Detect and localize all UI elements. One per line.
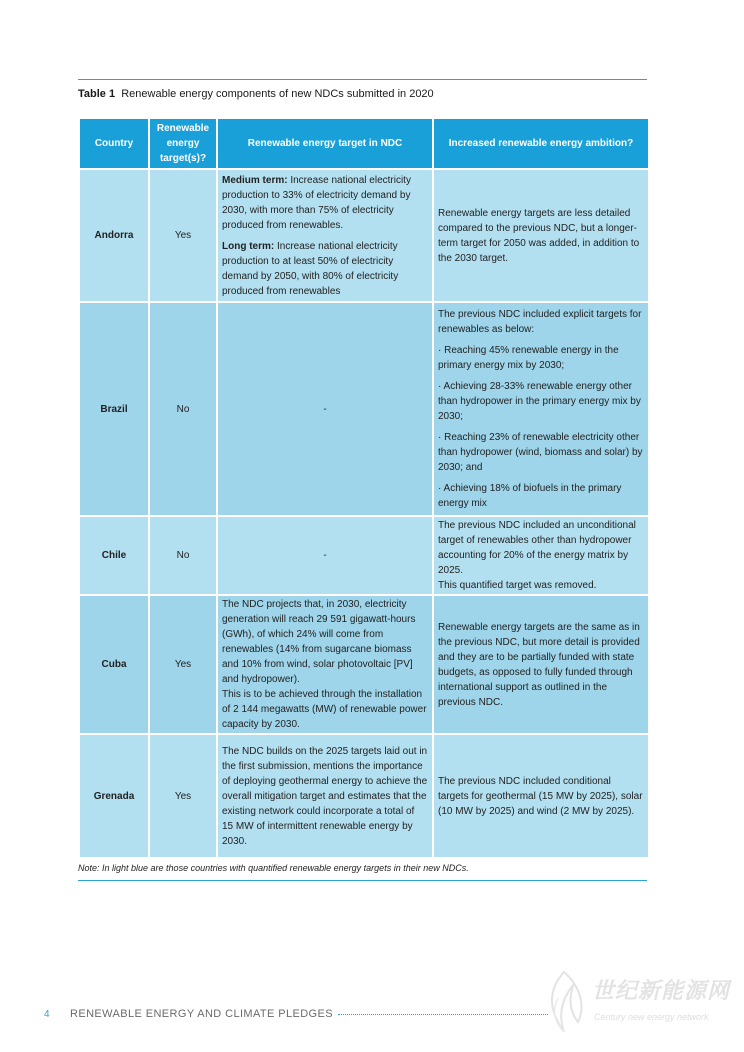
ndc-target-cell: The NDC builds on the 2025 targets laid out in the first submission, mentions the importance of deploying geothermal energy to achieve the overall mitigation target and estimates that the existing network could incorporate a total of 15 MW of intermittent renewable energy by 2030. <box>217 734 433 858</box>
ndc-table <box>78 117 650 859</box>
medium-term-text: Increase national electricity production to 33% of electricity demand by 2030, with more than 75% of electricity produced from renewables. <box>222 174 411 231</box>
header-ambition: Increased renewable energy ambition? <box>433 118 649 169</box>
ndc-target-cell <box>217 169 433 302</box>
page-number: 4 <box>44 1009 50 1020</box>
ambition-list-item: · Achieving 18% of biofuels in the primary energy mix <box>438 483 622 509</box>
country-cell: Cuba <box>79 595 149 734</box>
ambition-list-item: · Achieving 28-33% renewable energy other than hydropower in the primary energy mix by 2030; <box>438 381 641 422</box>
watermark-subtext: Century new energy network <box>594 1012 709 1022</box>
ndc-text-2: This is to be achieved through the installation of 2 144 megawatts (MW) of renewable power capacity by 2030. <box>222 689 427 730</box>
watermark <box>540 968 740 1038</box>
header-country: Country <box>79 118 149 169</box>
ambition-intro: The previous NDC included explicit targets for renewables as below: <box>438 309 642 335</box>
ambition-text-2: This quantified target was removed. <box>438 580 597 591</box>
table-caption <box>78 88 434 100</box>
table-note: Note: In light blue are those countries with quantified renewable energy targets in their new NDCs. <box>78 863 469 873</box>
table-row-cuba <box>79 595 649 734</box>
long-term-label: Long term: <box>222 240 275 252</box>
ambition-cell: Renewable energy targets are less detailed compared to the previous NDC, but a longer-term target for 2050 was added, in addition to the 2030 target. <box>433 169 649 302</box>
caption-label: Table 1 <box>78 88 116 100</box>
country-cell: Brazil <box>79 302 149 516</box>
target-cell: Yes <box>149 595 217 734</box>
long-term-text: Increase national electricity production to at least 50% of electricity demand by 2050, with 80% of electricity produced from renewables <box>222 240 399 297</box>
ambition-list-item: · Reaching 23% of renewable electricity other than hydropower (wind, biomass and solar) by 2030; and <box>438 432 643 473</box>
flame-logo-icon <box>540 968 590 1038</box>
ndc-text: The NDC projects that, in 2030, electricity generation will reach 29 591 gigawatt-hours (GWh), of which 24% will come from renewables (14% from sugarcane biomass and 10% from wind, solar photovoltaic [PV] and hydropower). <box>222 599 416 685</box>
country-cell: Chile <box>79 516 149 595</box>
ambition-list-item: · Reaching 45% renewable energy in the primary energy mix by 2030; <box>438 345 619 371</box>
table-header-row <box>79 118 649 169</box>
header-target: Renewable energy target(s)? <box>149 118 217 169</box>
table-row-brazil <box>79 302 649 516</box>
ndc-target-cell <box>217 595 433 734</box>
caption-text: Renewable energy components of new NDCs submitted in 2020 <box>121 88 434 100</box>
footer-title: RENEWABLE ENERGY AND CLIMATE PLEDGES <box>70 1008 333 1020</box>
ambition-cell: Renewable energy targets are the same as in the previous NDC, but more detail is provided and they are to be partially funded with state budgets, as opposed to fully funded through international support as outlined in the previous NDC. <box>433 595 649 734</box>
target-cell: Yes <box>149 734 217 858</box>
bottom-rule <box>78 880 647 881</box>
header-ndc-target: Renewable energy target in NDC <box>217 118 433 169</box>
target-cell: No <box>149 302 217 516</box>
top-rule <box>78 79 647 80</box>
table-row-andorra <box>79 169 649 302</box>
target-cell: Yes <box>149 169 217 302</box>
ambition-cell: The previous NDC included conditional targets for geothermal (15 MW by 2025), solar (10 MW by 2025) and wind (2 MW by 2025). <box>433 734 649 858</box>
ambition-cell <box>433 516 649 595</box>
medium-term-label: Medium term: <box>222 174 288 186</box>
ndc-target-cell: - <box>217 516 433 595</box>
watermark-text: 世纪新能源网 <box>592 978 731 1003</box>
ambition-text: The previous NDC included an unconditional target of renewables other than hydropower accounting for 20% of the energy matrix by 2025. <box>438 520 636 576</box>
ambition-cell <box>433 302 649 516</box>
footer-dotted-rule <box>338 1014 548 1015</box>
table-row-chile <box>79 516 649 595</box>
target-cell: No <box>149 516 217 595</box>
table-row-grenada <box>79 734 649 858</box>
country-cell: Andorra <box>79 169 149 302</box>
ndc-target-cell: - <box>217 302 433 516</box>
country-cell: Grenada <box>79 734 149 858</box>
